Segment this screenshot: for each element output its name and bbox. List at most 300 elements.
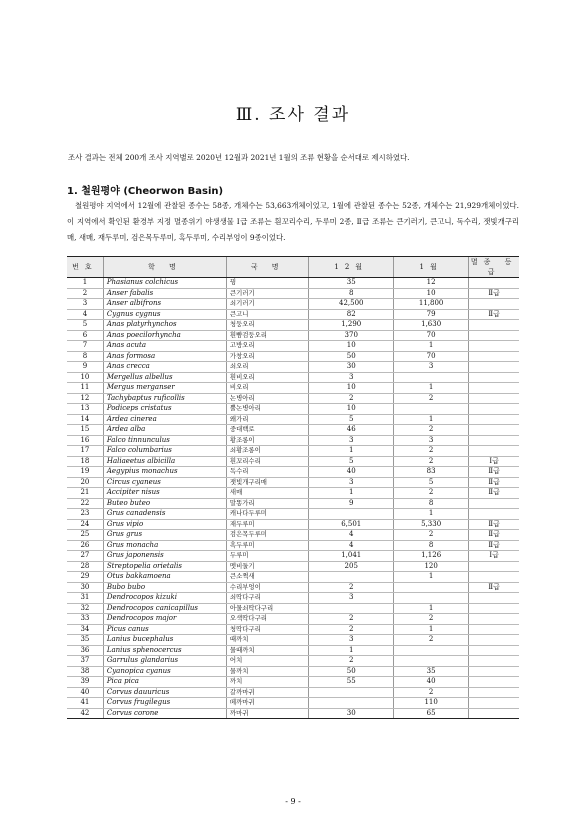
table-cell: 청둥오리 [226,320,309,331]
table-cell: 40 [67,687,103,698]
table-row [67,666,519,677]
table-cell: Grus japonensis [103,551,226,562]
table-cell: 때까치 [226,635,309,646]
table-cell [469,572,519,583]
table-cell: Corvus dauuricus [103,687,226,698]
table-cell: 11 [67,383,103,394]
table-cell: 큰고니 [226,309,309,320]
table-cell: Falco tinnunculus [103,435,226,446]
table-cell: 205 [309,561,394,572]
table-cell: 110 [393,698,468,709]
table-cell: Corvus frugilegus [103,698,226,709]
table-cell: 검은목두루미 [226,530,309,541]
table-cell: 꿩 [226,278,309,289]
table-cell: 1,041 [309,551,394,562]
table-cell [469,614,519,625]
table-body [67,278,519,719]
table-cell: 32 [67,603,103,614]
table-cell: 2 [309,614,394,625]
table-cell: Cyanopica cyanus [103,666,226,677]
page-title: Ⅲ. 조사 결과 [235,105,351,125]
table-cell: 3 [309,477,394,488]
table-cell: 어치 [226,656,309,667]
table-cell: 14 [67,414,103,425]
table-cell: Picus canus [103,624,226,635]
table-row [67,456,519,467]
paragraph-text: 철원평야 지역에서 12월에 관찰된 종수는 58종, 개체수는 53,663개체이었고, 1월에 관찰된 종수는 52종, 개체수는 21,929개체이었다. 이 지역에서 확인된 환경부 지정 멸종위기 야생생물 Ⅰ급 조류는 흰꼬리수리, 두루미 2종, Ⅱ급 조류는 큰기러기, 큰고니, 독수리, 잿빛개구리매, 새매, 재두루미, 검은목두루미, 흑두루미, 수리부엉이 9종이었다. [67,201,519,243]
table-cell: 35 [67,635,103,646]
table-cell: 35 [309,278,394,289]
table-row [67,687,519,698]
table-cell: 33 [67,614,103,625]
table-row [67,593,519,604]
table-cell: 27 [67,551,103,562]
header-grade: 멸종 등급 [469,257,519,278]
table-cell: 황조롱이 [226,435,309,446]
table-cell: 4 [309,540,394,551]
table-cell: 30 [67,582,103,593]
table-cell: 1,290 [309,320,394,331]
table-cell: Falco columbarius [103,446,226,457]
table-cell: 까마귀 [226,708,309,719]
table-cell: 17 [67,446,103,457]
table-cell: 11,800 [393,299,468,310]
table-cell: 5 [309,414,394,425]
table-cell [469,708,519,719]
table-cell: 캐나다두루미 [226,509,309,520]
table-row [67,540,519,551]
table-cell [469,414,519,425]
table-cell: 쇠오리 [226,362,309,373]
table-cell: 30 [309,708,394,719]
table-cell [469,393,519,404]
table-cell: 고방오리 [226,341,309,352]
table-cell: 65 [393,708,468,719]
table-cell [469,435,519,446]
table-row [67,656,519,667]
table-cell: 1 [393,603,468,614]
table-cell [469,278,519,289]
table-cell: Ⅰ급 [469,456,519,467]
table-cell: Buteo buteo [103,498,226,509]
table-cell: 쇠황조롱이 [226,446,309,457]
table-cell: Anas poecilorhyncha [103,330,226,341]
table-cell: 20 [67,477,103,488]
table-cell: 5 [67,320,103,331]
table-row [67,330,519,341]
table-cell: Anser albifrons [103,299,226,310]
table-row [67,341,519,352]
table-row [67,393,519,404]
table-cell [469,698,519,709]
table-cell: 가창오리 [226,351,309,362]
table-cell: 논병아리 [226,393,309,404]
table-cell: 2 [309,393,394,404]
table-cell: 3 [309,372,394,383]
table-cell: 2 [67,288,103,299]
table-cell: 28 [67,561,103,572]
table-cell: 10 [309,341,394,352]
table-row [67,299,519,310]
table-cell: Haliaeetus albicilla [103,456,226,467]
table-cell: 3 [393,362,468,373]
table-cell: 24 [67,519,103,530]
table-cell: 흑두루미 [226,540,309,551]
table-row [67,498,519,509]
table-cell: Anas acuta [103,341,226,352]
table-row [67,404,519,415]
page-number: - 9 - [285,797,301,806]
table-cell [469,425,519,436]
table-cell: 41 [67,698,103,709]
table-cell: 79 [393,309,468,320]
table-row [67,582,519,593]
table-cell: Bubo bubo [103,582,226,593]
table-cell: 중대백로 [226,425,309,436]
table-cell [469,362,519,373]
table-cell: 10 [67,372,103,383]
table-cell: 55 [309,677,394,688]
table-cell [469,666,519,677]
table-cell: 4 [67,309,103,320]
table-cell: 2 [393,446,468,457]
table-cell: 70 [393,351,468,362]
table-row [67,467,519,478]
table-cell [469,446,519,457]
table-cell [469,687,519,698]
table-cell: Ⅱ급 [469,582,519,593]
table-cell: 흰뺨검둥오리 [226,330,309,341]
table-cell: 말똥가리 [226,498,309,509]
table-cell: 쇠딱다구리 [226,593,309,604]
table-cell: 2 [309,624,394,635]
table-row [67,488,519,499]
table-row [67,572,519,583]
table-row [67,446,519,457]
table-cell [469,561,519,572]
table-cell: 3 [393,435,468,446]
table-cell: 8 [393,498,468,509]
table-cell: 큰소쩍새 [226,572,309,583]
table-row [67,425,519,436]
table-row [67,614,519,625]
section-heading: 1. 철원평야 (Cheorwon Basin) [67,186,224,197]
table-row [67,414,519,425]
table-cell: 새매 [226,488,309,499]
table-cell: 34 [67,624,103,635]
table-cell: Lanius bucephalus [103,635,226,646]
table-cell: 1 [393,624,468,635]
table-cell [469,656,519,667]
table-cell [469,320,519,331]
table-cell: 아물쇠딱다구리 [226,603,309,614]
table-cell: 왜가리 [226,414,309,425]
table-cell: 3 [309,635,394,646]
table-cell: 8 [309,288,394,299]
table-cell: 13 [67,404,103,415]
table-row [67,677,519,688]
table-cell: 1 [67,278,103,289]
table-cell: Anser fabalis [103,288,226,299]
table-cell: 2 [309,656,394,667]
header-korean-name: 국 명 [226,257,309,278]
table-cell: 2 [309,582,394,593]
table-cell: 2 [393,425,468,436]
table-cell [309,572,394,583]
table-row [67,309,519,320]
table-cell: 오색딱다구리 [226,614,309,625]
header-scientific-name: 학 명 [103,257,226,278]
table-cell [309,698,394,709]
table-cell: 25 [67,530,103,541]
table-cell: 5,330 [393,519,468,530]
table-cell: 38 [67,666,103,677]
table-cell: Ⅱ급 [469,488,519,499]
table-cell: 18 [67,456,103,467]
table-cell: Ⅱ급 [469,309,519,320]
table-cell: 9 [67,362,103,373]
table-cell [469,635,519,646]
table-cell: Grus vipio [103,519,226,530]
table-cell: 큰기러기 [226,288,309,299]
table-cell: Cygnus cygnus [103,309,226,320]
table-cell: 2 [393,393,468,404]
table-cell: 두루미 [226,551,309,562]
table-row [67,519,519,530]
table-row [67,372,519,383]
table-cell: 2 [393,614,468,625]
table-cell: 42 [67,708,103,719]
table-cell [469,372,519,383]
table-cell: 5 [309,456,394,467]
table-cell: Grus monacha [103,540,226,551]
table-row [67,509,519,520]
table-cell [469,593,519,604]
table-cell: 1 [393,509,468,520]
table-cell: 7 [67,341,103,352]
table-cell: 370 [309,330,394,341]
table-cell: 29 [67,572,103,583]
table-cell: 16 [67,435,103,446]
table-cell: 50 [309,666,394,677]
table-cell: 3 [309,593,394,604]
table-cell: Anas formosa [103,351,226,362]
table-cell [393,656,468,667]
table-cell: 1 [309,446,394,457]
table-cell: Grus canadensis [103,509,226,520]
table-cell [469,330,519,341]
table-cell [393,593,468,604]
table-cell: 물때까치 [226,645,309,656]
table-cell: 쇠기러기 [226,299,309,310]
table-cell: 22 [67,498,103,509]
table-cell: 1 [393,414,468,425]
table-cell: 갈까마귀 [226,687,309,698]
table-cell [309,509,394,520]
table-cell: 재두루미 [226,519,309,530]
table-cell: Phasianus colchicus [103,278,226,289]
table-cell: 수리부엉이 [226,582,309,593]
table-cell: Dendrocopos canicapillus [103,603,226,614]
table-cell [469,677,519,688]
table-cell [469,404,519,415]
table-cell: Ⅱ급 [469,519,519,530]
table-row [67,708,519,719]
table-cell: 120 [393,561,468,572]
table-cell: Streptopelia orietalis [103,561,226,572]
table-cell: 3 [67,299,103,310]
table-cell [469,498,519,509]
table-cell: 12 [393,278,468,289]
table-cell: 3 [309,435,394,446]
table-cell: Ardea cinerea [103,414,226,425]
table-cell: 비오리 [226,383,309,394]
table-cell: Anas crecca [103,362,226,373]
table-cell: 39 [67,677,103,688]
table-row [67,288,519,299]
table-row [67,383,519,394]
table-cell [469,645,519,656]
table-cell: 40 [393,677,468,688]
table-row [67,362,519,373]
table-cell: 독수리 [226,467,309,478]
header-december: 12월 [309,257,394,278]
table-cell: Aegypius monachus [103,467,226,478]
table-header-row [67,257,519,278]
table-cell: Ⅱ급 [469,530,519,541]
table-cell: 물까치 [226,666,309,677]
table-cell: 83 [393,467,468,478]
table-cell: 멧비둘기 [226,561,309,572]
intro-text: 조사 결과는 전체 200개 조사 지역별로 2020년 12월과 2021년 1월의 조류 현황을 순서대로 제시하였다. [68,153,410,162]
table-cell [393,645,468,656]
table-cell: 1 [309,645,394,656]
table-cell: 40 [309,467,394,478]
table-cell: 37 [67,656,103,667]
table-cell: 10 [309,383,394,394]
table-row [67,435,519,446]
table-cell: 82 [309,309,394,320]
table-cell [309,603,394,614]
table-cell: 6 [67,330,103,341]
table-cell: Circus cyaneus [103,477,226,488]
table-cell [393,404,468,415]
table-cell: 42,500 [309,299,394,310]
table-cell: 50 [309,351,394,362]
header-number: 번호 [67,257,103,278]
table-cell: 2 [393,530,468,541]
section-paragraph [67,198,519,247]
table-cell: Ⅱ급 [469,288,519,299]
table-cell: 26 [67,540,103,551]
table-cell: 1 [393,341,468,352]
table-cell: 2 [393,456,468,467]
table-row [67,603,519,614]
table-cell: 흰꼬리수리 [226,456,309,467]
table-row [67,530,519,541]
table-cell: 2 [393,488,468,499]
table-cell: 23 [67,509,103,520]
table-cell: 청딱다구리 [226,624,309,635]
table-row [67,351,519,362]
table-cell: 까치 [226,677,309,688]
table-cell: Anas platyrhynchos [103,320,226,331]
table-row [67,551,519,562]
table-cell: 8 [67,351,103,362]
table-cell [469,383,519,394]
table-cell: 6,501 [309,519,394,530]
table-cell: Tachybaptus ruficollis [103,393,226,404]
table-cell: Garrulus glandarius [103,656,226,667]
table-row [67,561,519,572]
table-cell [309,687,394,698]
header-january: 1월 [393,257,468,278]
table-cell [469,351,519,362]
table-cell: Corvus corone [103,708,226,719]
table-cell: 1,630 [393,320,468,331]
table-cell: 1 [309,488,394,499]
table-cell: 잿빛개구리매 [226,477,309,488]
table-cell [469,603,519,614]
table-cell: 1 [393,383,468,394]
table-cell: Ardea alba [103,425,226,436]
table-cell [469,299,519,310]
table-cell: 5 [393,477,468,488]
table-cell: 8 [393,540,468,551]
table-cell [393,582,468,593]
table-row [67,278,519,289]
table-cell [469,624,519,635]
bird-survey-table [67,256,519,719]
table-cell: Ⅱ급 [469,467,519,478]
table-cell: 10 [393,288,468,299]
table-cell: 10 [309,404,394,415]
table-cell: Mergus merganser [103,383,226,394]
table-cell: 12 [67,393,103,404]
table-cell: Mergellus albellus [103,372,226,383]
table-row [67,635,519,646]
table-cell: 2 [393,635,468,646]
table-cell: 35 [393,666,468,677]
table-cell: 흰비오리 [226,372,309,383]
table-cell: 9 [309,498,394,509]
table-cell: 21 [67,488,103,499]
table-cell: Dendrocopos kizuki [103,593,226,604]
table-cell: 46 [309,425,394,436]
table-cell: 1,126 [393,551,468,562]
table-cell: 15 [67,425,103,436]
table-row [67,645,519,656]
table-row [67,698,519,709]
table-cell: 2 [393,687,468,698]
table-cell: Accipiter nisus [103,488,226,499]
table-row [67,624,519,635]
table-row [67,477,519,488]
table-cell: Otus bakkamoena [103,572,226,583]
table-cell: Ⅰ급 [469,551,519,562]
table-cell: 30 [309,362,394,373]
table-cell: 4 [309,530,394,541]
table-row [67,320,519,331]
table-cell: 31 [67,593,103,604]
table-cell: 36 [67,645,103,656]
table-cell: Lanius sphenocercus [103,645,226,656]
table-cell: 떼까마귀 [226,698,309,709]
table-cell: Ⅱ급 [469,477,519,488]
table-cell: 뿔논병아리 [226,404,309,415]
table-cell: Dendrocopos major [103,614,226,625]
table-cell: Pica pica [103,677,226,688]
